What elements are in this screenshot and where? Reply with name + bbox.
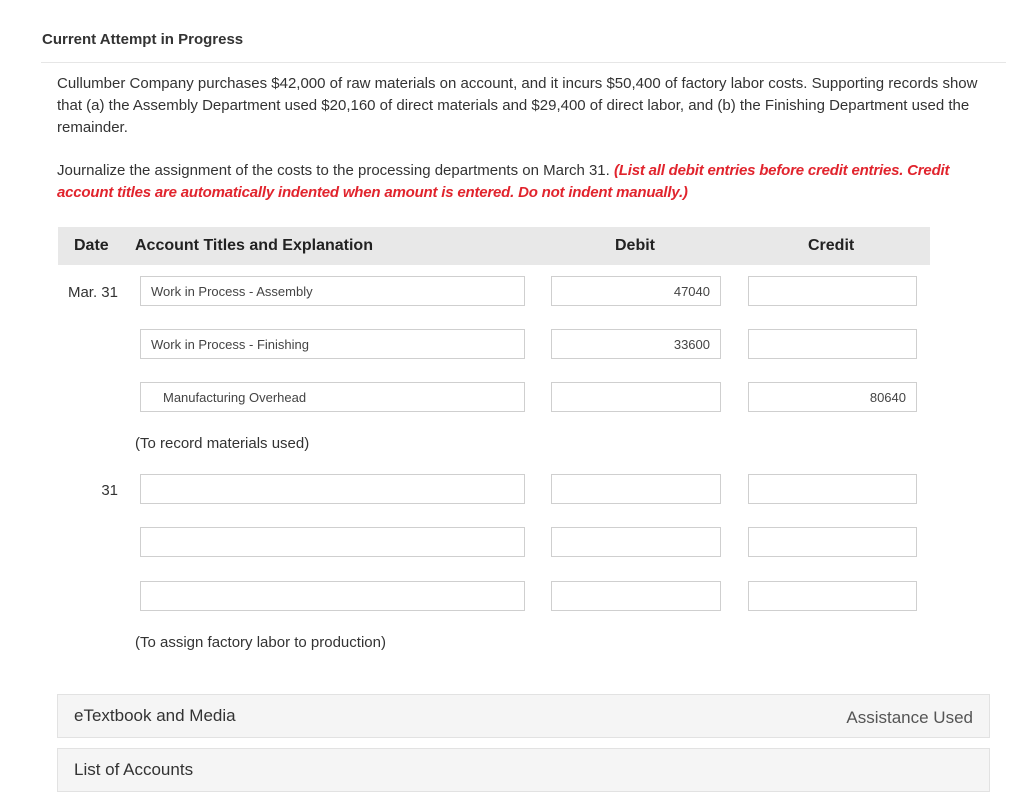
entry1-explanation: (To record materials used) bbox=[135, 435, 310, 452]
etextbook-bar[interactable] bbox=[57, 694, 990, 738]
assistance-used-label: Assistance Used bbox=[846, 708, 973, 727]
account-header: Account Titles and Explanation bbox=[135, 237, 373, 254]
entry1-row1-debit[interactable]: 47040 bbox=[551, 276, 721, 306]
entry1-row1-credit[interactable] bbox=[748, 276, 917, 306]
debit-header: Debit bbox=[615, 237, 655, 254]
entry1-row3-account[interactable]: Manufacturing Overhead bbox=[140, 382, 525, 412]
entry1-row3-credit[interactable]: 80640 bbox=[748, 382, 917, 412]
entry2-row2-debit[interactable] bbox=[551, 527, 721, 557]
journal-table-header bbox=[58, 227, 930, 265]
entry2-row3-credit[interactable] bbox=[748, 581, 917, 611]
entry1-row3-debit[interactable] bbox=[551, 382, 721, 412]
list-of-accounts-bar[interactable] bbox=[57, 748, 990, 792]
problem-text: Cullumber Company purchases $42,000 of raw materials on account, and it incurs $50,400 of factory labor costs. Supporting records show that (a) the Assembly Department used $20,160 of direct materials and $29,400 of direct labor, and (b) the Finishing Department used the remainder. bbox=[57, 75, 978, 136]
entry2-date: 31 bbox=[101, 482, 118, 499]
instruction-note: (List all debit entries before credit entries. Credit account titles are automatically indented when amount is entered. Do not indent manually.) bbox=[57, 162, 950, 201]
entry2-row1-debit[interactable] bbox=[551, 474, 721, 504]
entry2-row1-credit[interactable] bbox=[748, 474, 917, 504]
card-header bbox=[41, 0, 1006, 63]
instruction bbox=[57, 160, 987, 204]
entry1-row1-account[interactable]: Work in Process - Assembly bbox=[140, 276, 525, 306]
attempt-title: Current Attempt in Progress bbox=[42, 31, 244, 48]
entry1-date: Mar. 31 bbox=[67, 284, 118, 301]
instruction-text: Journalize the assignment of the costs to the processing departments on March 31. bbox=[57, 162, 610, 179]
entry2-row2-credit[interactable] bbox=[748, 527, 917, 557]
entry1-row2-credit[interactable] bbox=[748, 329, 917, 359]
etextbook-link[interactable]: eTextbook and Media bbox=[74, 706, 236, 725]
entry2-row1-account[interactable] bbox=[140, 474, 525, 504]
entry2-row3-account[interactable] bbox=[140, 581, 525, 611]
entry1-row2-account[interactable]: Work in Process - Finishing bbox=[140, 329, 525, 359]
credit-header: Credit bbox=[808, 237, 855, 254]
date-header: Date bbox=[74, 237, 109, 254]
entry2-explanation: (To assign factory labor to production) bbox=[135, 634, 386, 651]
list-of-accounts-link[interactable]: List of Accounts bbox=[74, 760, 194, 779]
entry1-row2-debit[interactable]: 33600 bbox=[551, 329, 721, 359]
entry2-row3-debit[interactable] bbox=[551, 581, 721, 611]
entry2-row2-account[interactable] bbox=[140, 527, 525, 557]
